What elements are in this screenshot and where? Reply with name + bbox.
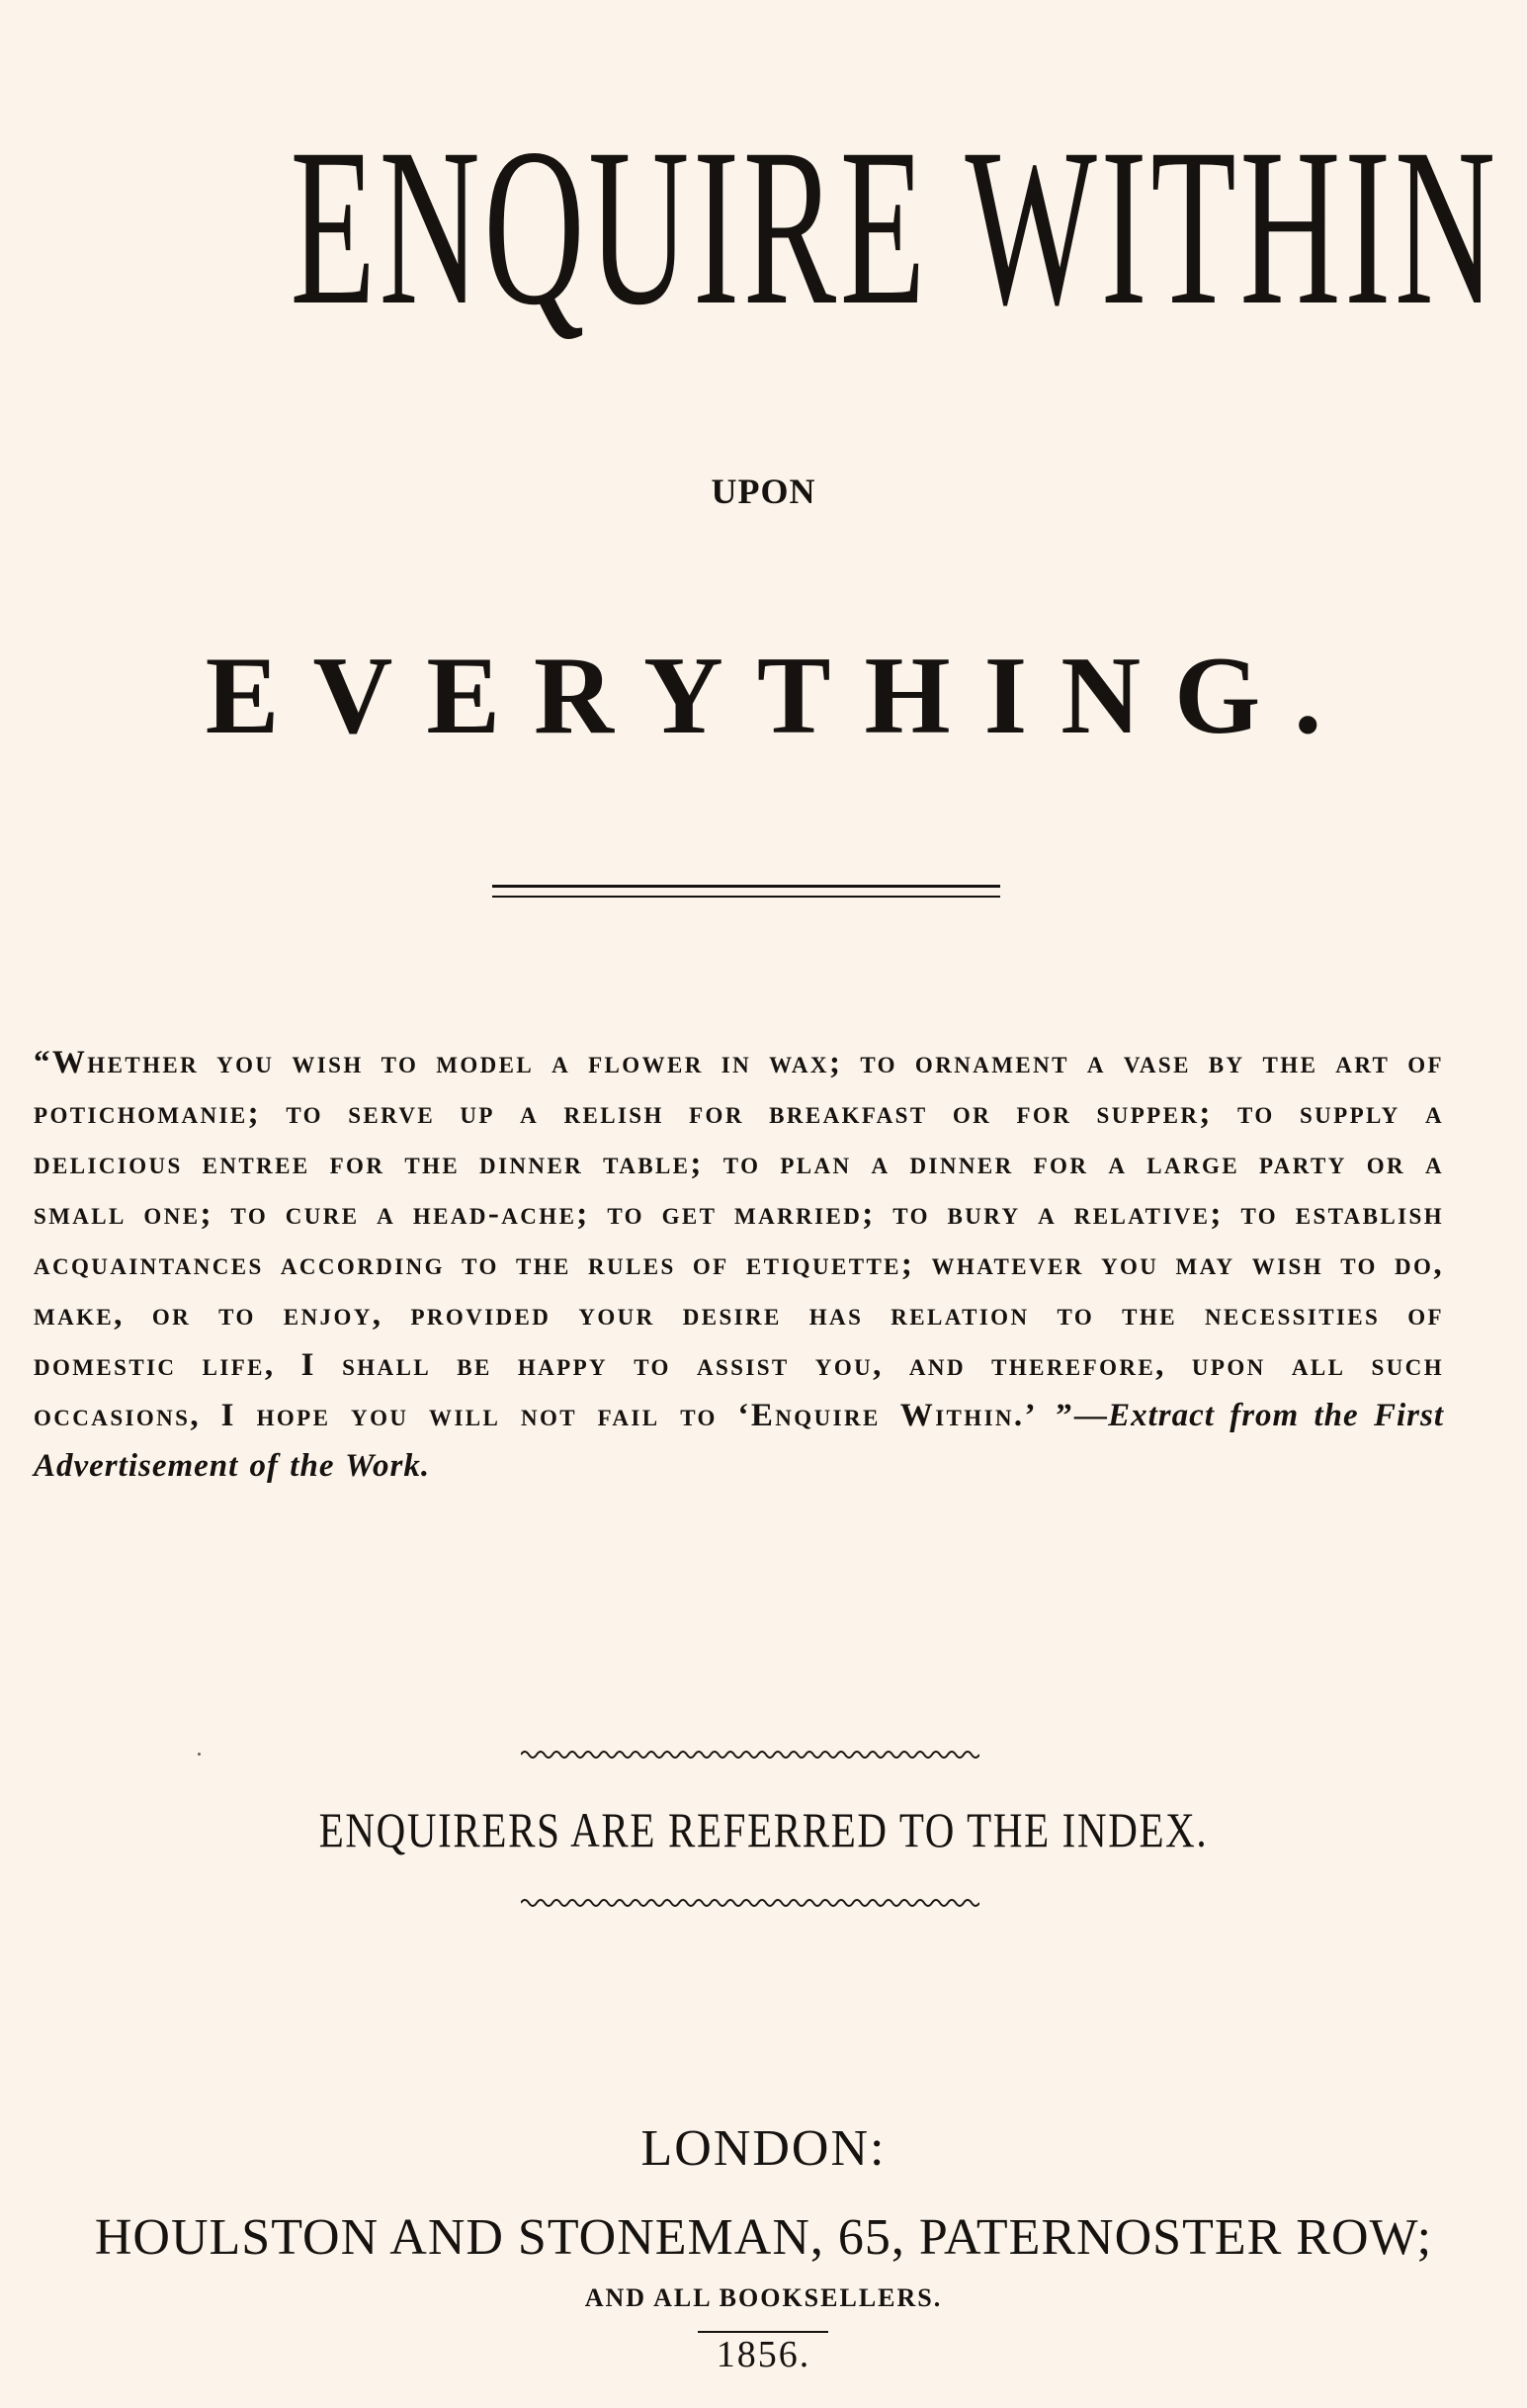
subtitle-upon: UPON (711, 472, 816, 511)
quote-text: “Whether you wish to model a flower in wax; to ornament a vase by the art of potichomanie; to serve up a relish for breakfast or for supper; to supply a delicious entree for the dinner table; to plan a dinner for a large party or a small one; to cure a head-ache; to get married; to bury a relative; to establish acquaintances according to the rules of etiquette; whatever you may wish to do, make, or to enjoy, provided your desire has relation to the necessities of domestic life, I shall be happy to assist you, and therefore, upon all such occasions, I hope you will not fail to ‘Enquire Within.’ ” (34, 1045, 1444, 1433)
quote-attribution: —Extract from the First Advertisement of the Work. (34, 1398, 1444, 1484)
subtitle-everything: EVERYTHING. (205, 635, 1356, 757)
title-divider-bottom (492, 896, 1000, 898)
wavy-divider-bottom (521, 1896, 979, 1910)
imprint-city: LONDON: (640, 2120, 887, 2177)
index-note: ENQUIRERS ARE REFERRED TO THE INDEX. (318, 1802, 1209, 1857)
wavy-divider-top (521, 1748, 979, 1762)
main-title: ENQUIRE WITHIN (290, 103, 1499, 352)
imprint-booksellers: AND ALL BOOKSELLERS. (584, 2283, 943, 2312)
print-speck (198, 1753, 201, 1756)
imprint-year: 1856. (716, 2334, 811, 2375)
advertisement-quote (34, 1038, 1444, 1492)
title-divider-top (492, 885, 1000, 888)
imprint-publisher: HOULSTON AND STONEMAN, 65, PATERNOSTER ROW; (94, 2209, 1433, 2266)
